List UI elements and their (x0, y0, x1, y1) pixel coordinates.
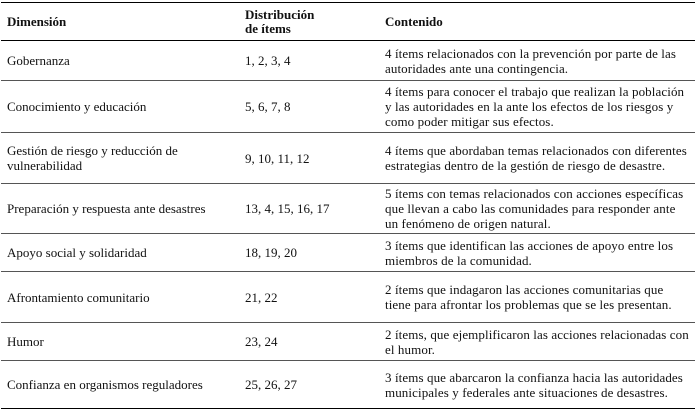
cell-dimension: Apoyo social y solidaridad (7, 245, 147, 260)
cell-items: 23, 24 (245, 334, 278, 349)
cell-items: 25, 26, 27 (245, 377, 297, 392)
cell-dimension: Confianza en organismos reguladores (7, 377, 203, 392)
cell-items: 18, 19, 20 (245, 245, 297, 260)
table-row (1, 234, 695, 272)
table-body (1, 41, 695, 409)
cell-items: 21, 22 (245, 289, 278, 305)
table-row (1, 133, 695, 184)
table-header (1, 3, 695, 41)
cell-dimension: Conocimiento y educación (7, 99, 147, 114)
table-row (1, 361, 695, 409)
cell-content: 4 ítems que abordaban temas relacionados con diferentes estrategias dentro de la gestión de riesgo de desastre. (385, 143, 687, 173)
header-content: Contenido (379, 3, 695, 41)
table-row (1, 184, 695, 234)
cell-content: 4 ítems para conocer el trabajo que realizan la población y las autoridades en la ante los efectos de los riesgos y como poder mitigar sus efectos. (385, 84, 685, 129)
cell-dimension: Preparación y respuesta ante desastres (7, 201, 206, 216)
table-row (1, 272, 695, 323)
dimension-table (1, 2, 695, 409)
cell-dimension: Afrontamiento comunitario (7, 289, 150, 305)
dimension-table-container (1, 2, 695, 409)
table-row (1, 81, 695, 133)
cell-content: 2 ítems que indagaron las acciones comunitarias que tiene para afrontar los problemas que se les presentan. (385, 282, 672, 312)
header-row (1, 3, 695, 41)
cell-dimension: Humor (7, 334, 44, 349)
cell-content: 4 ítems relacionados con la prevención por parte de las autoridades ante una contingencia. (385, 45, 677, 76)
table-row (1, 323, 695, 361)
header-dimension: Dimensión (1, 3, 239, 41)
cell-content: 2 ítems, que ejemplificaron las acciones relacionadas con el humor. (385, 326, 689, 357)
cell-items: 5, 6, 7, 8 (245, 99, 291, 114)
cell-content: 3 ítems que abarcaron la confianza hacia las autoridades municipales y federales ante situaciones de desastres. (385, 369, 683, 400)
header-distribution (239, 3, 379, 41)
header-distribution-line1: Distribución (245, 6, 315, 22)
cell-items: 1, 2, 3, 4 (245, 53, 291, 68)
cell-items: 9, 10, 11, 12 (245, 150, 310, 166)
cell-items: 13, 4, 15, 16, 17 (245, 201, 330, 216)
table-row (1, 41, 695, 81)
cell-content: 5 ítems con temas relacionados con acciones específicas que llevan a cabo las comunidades para responder ante un fenómeno de origen natural. (385, 186, 684, 231)
cell-dimension: Gobernanza (7, 53, 70, 68)
header-distribution-line2: de ítems (245, 20, 291, 36)
cell-content: 3 ítems que identifican las acciones de apoyo entre los miembros de la comunidad. (385, 237, 674, 268)
cell-dimension: Gestión de riesgo y reducción de vulnerabilidad (7, 143, 178, 173)
